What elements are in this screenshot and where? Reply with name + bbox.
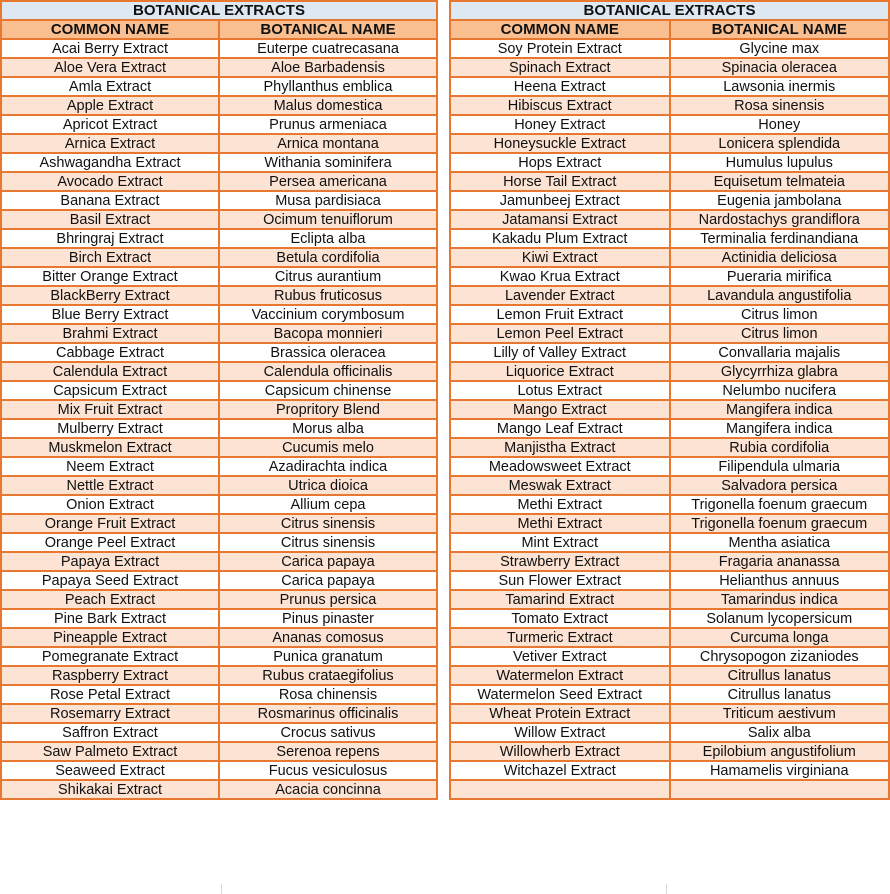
table-cell: Morus alba [219, 419, 437, 438]
table-row [450, 305, 889, 324]
table-cell: Witchazel Extract [450, 761, 670, 780]
table-cell: Pine Bark Extract [1, 609, 219, 628]
table-row [1, 343, 437, 362]
table-row [1, 552, 437, 571]
table-row [450, 685, 889, 704]
table-cell: Utrica dioica [219, 476, 437, 495]
table-row [1, 286, 437, 305]
table-cell: Kwao Krua Extract [450, 267, 670, 286]
table-cell: Calendula Extract [1, 362, 219, 381]
table-row [450, 571, 889, 590]
table-cell: Fucus vesiculosus [219, 761, 437, 780]
table-cell: Lawsonia inermis [670, 77, 890, 96]
table-row [450, 552, 889, 571]
table-row [450, 457, 889, 476]
table-cell: Papaya Extract [1, 552, 219, 571]
table-cell: Arnica montana [219, 134, 437, 153]
table-row [1, 438, 437, 457]
spreadsheet-gridline-stub [666, 884, 667, 894]
table-row [1, 761, 437, 780]
table-cell: Citrus sinensis [219, 533, 437, 552]
table-cell: Mint Extract [450, 533, 670, 552]
table-cell: Withania sominifera [219, 153, 437, 172]
table-cell: Eugenia jambolana [670, 191, 890, 210]
table-cell: Pueraria mirifica [670, 267, 890, 286]
table-row [1, 381, 437, 400]
table-row [450, 39, 889, 58]
table-row [1, 58, 437, 77]
table-row [1, 267, 437, 286]
table-row [1, 590, 437, 609]
table-cell: Meadowsweet Extract [450, 457, 670, 476]
table-cell: Heena Extract [450, 77, 670, 96]
table-cell: Bhringraj Extract [1, 229, 219, 248]
table-row [1, 476, 437, 495]
table-cell: Willow Extract [450, 723, 670, 742]
table-cell: Wheat Protein Extract [450, 704, 670, 723]
table-row [450, 267, 889, 286]
table-row [1, 362, 437, 381]
table-cell: Allium cepa [219, 495, 437, 514]
table-cell: Methi Extract [450, 495, 670, 514]
table-cell: Jatamansi Extract [450, 210, 670, 229]
table-cell: Pinus pinaster [219, 609, 437, 628]
table-cell: Serenoa repens [219, 742, 437, 761]
table-cell: Mulberry Extract [1, 419, 219, 438]
botanical-extracts-table-right [449, 0, 890, 800]
table-cell: Brassica oleracea [219, 343, 437, 362]
table-cell: Kakadu Plum Extract [450, 229, 670, 248]
table-cell: Convallaria majalis [670, 343, 890, 362]
table-cell: Tamarind Extract [450, 590, 670, 609]
table-cell: Shikakai Extract [1, 780, 219, 799]
table-cell: Bacopa monnieri [219, 324, 437, 343]
table-cell: Seaweed Extract [1, 761, 219, 780]
table-row [450, 324, 889, 343]
table-cell: Propritory Blend [219, 400, 437, 419]
table-cell: Triticum aestivum [670, 704, 890, 723]
table-row [1, 134, 437, 153]
table-row [450, 647, 889, 666]
table-row [450, 761, 889, 780]
table-row [450, 343, 889, 362]
table-cell: Meswak Extract [450, 476, 670, 495]
table-cell: Lavender Extract [450, 286, 670, 305]
table-cell: Aloe Barbadensis [219, 58, 437, 77]
table-cell: Soy Protein Extract [450, 39, 670, 58]
table-body [1, 39, 437, 799]
table-cell: Mangifera indica [670, 419, 890, 438]
table-cell: Strawberry Extract [450, 552, 670, 571]
table-cell: Spinacia oleracea [670, 58, 890, 77]
table-cell: Citrus sinensis [219, 514, 437, 533]
table-cell: Musa pardisiaca [219, 191, 437, 210]
table-row [450, 400, 889, 419]
table-cell: Muskmelon Extract [1, 438, 219, 457]
table-cell: Orange Peel Extract [1, 533, 219, 552]
table-cell: Lotus Extract [450, 381, 670, 400]
table-row [450, 96, 889, 115]
table-title-row [1, 1, 437, 20]
table-title: BOTANICAL EXTRACTS [1, 1, 437, 20]
table-row [450, 153, 889, 172]
table-row [1, 704, 437, 723]
table-cell: Methi Extract [450, 514, 670, 533]
table-cell: Prunus persica [219, 590, 437, 609]
table-cell: Eclipta alba [219, 229, 437, 248]
table-cell: Liquorice Extract [450, 362, 670, 381]
table-row [450, 780, 889, 799]
table-row [1, 324, 437, 343]
table-row [1, 115, 437, 134]
table-cell: Betula cordifolia [219, 248, 437, 267]
table-header-row [1, 20, 437, 39]
table-cell: Arnica Extract [1, 134, 219, 153]
table-cell: BlackBerry Extract [1, 286, 219, 305]
table-cell: Aloe Vera Extract [1, 58, 219, 77]
table-cell: Malus domestica [219, 96, 437, 115]
table-cell: Chrysopogon zizaniodes [670, 647, 890, 666]
table-row [1, 400, 437, 419]
table-cell: Salix alba [670, 723, 890, 742]
table-cell: Peach Extract [1, 590, 219, 609]
table-cell: Ashwagandha Extract [1, 153, 219, 172]
table-row [1, 495, 437, 514]
table-row [450, 115, 889, 134]
table-row [1, 248, 437, 267]
table-cell: Sun Flower Extract [450, 571, 670, 590]
table-row [450, 476, 889, 495]
table-row [450, 419, 889, 438]
table-cell: Papaya Seed Extract [1, 571, 219, 590]
table-cell: Horse Tail Extract [450, 172, 670, 191]
table-cell: Trigonella foenum graecum [670, 495, 890, 514]
table-cell: Citrus limon [670, 324, 890, 343]
table-cell: Epilobium angustifolium [670, 742, 890, 761]
table-cell: Rose Petal Extract [1, 685, 219, 704]
table-cell: Mango Extract [450, 400, 670, 419]
table-cell: Rubus crataegifolius [219, 666, 437, 685]
table-cell: Birch Extract [1, 248, 219, 267]
table-row [1, 305, 437, 324]
table-cell: Lavandula angustifolia [670, 286, 890, 305]
table-cell [450, 780, 670, 799]
table-cell: Mango Leaf Extract [450, 419, 670, 438]
table-cell: Carica papaya [219, 552, 437, 571]
table-cell: Nardostachys grandiflora [670, 210, 890, 229]
table-row [450, 58, 889, 77]
table-cell: Hops Extract [450, 153, 670, 172]
table-cell: Apple Extract [1, 96, 219, 115]
table-row [450, 210, 889, 229]
table-cell: Equisetum telmateia [670, 172, 890, 191]
table-cell: Rubus fruticosus [219, 286, 437, 305]
table-row [1, 172, 437, 191]
table-row [450, 77, 889, 96]
table-cell: Bitter Orange Extract [1, 267, 219, 286]
table-cell: Turmeric Extract [450, 628, 670, 647]
table-cell: Basil Extract [1, 210, 219, 229]
table-cell: Capsicum Extract [1, 381, 219, 400]
table-cell: Pomegranate Extract [1, 647, 219, 666]
table-cell: Crocus sativus [219, 723, 437, 742]
table-cell: Prunus armeniaca [219, 115, 437, 134]
table-cell: Nettle Extract [1, 476, 219, 495]
table-cell: Mentha asiatica [670, 533, 890, 552]
table-row [450, 134, 889, 153]
table-cell: Capsicum chinense [219, 381, 437, 400]
table-cell: Persea americana [219, 172, 437, 191]
table-cell: Actinidia deliciosa [670, 248, 890, 267]
table-cell: Watermelon Extract [450, 666, 670, 685]
table-title-row [450, 1, 889, 20]
table-row [1, 666, 437, 685]
table-cell [670, 780, 890, 799]
table-cell: Neem Extract [1, 457, 219, 476]
table-row [1, 571, 437, 590]
table-cell: Rosa sinensis [670, 96, 890, 115]
table-cell: Saw Palmeto Extract [1, 742, 219, 761]
table-row [1, 457, 437, 476]
table-cell: Raspberry Extract [1, 666, 219, 685]
table-cell: Apricot Extract [1, 115, 219, 134]
table-cell: Blue Berry Extract [1, 305, 219, 324]
table-cell: Citrullus lanatus [670, 666, 890, 685]
table-row [450, 362, 889, 381]
table-cell: Lonicera splendida [670, 134, 890, 153]
table-cell: Avocado Extract [1, 172, 219, 191]
table-body [450, 39, 889, 799]
table-cell: Carica papaya [219, 571, 437, 590]
table-row [1, 609, 437, 628]
table-row [450, 381, 889, 400]
table-row [450, 533, 889, 552]
table-cell: Nelumbo nucifera [670, 381, 890, 400]
table-cell: Solanum lycopersicum [670, 609, 890, 628]
table-cell: Cucumis melo [219, 438, 437, 457]
botanical-extracts-table-left [0, 0, 438, 800]
table-row [1, 210, 437, 229]
table-cell: Vaccinium corymbosum [219, 305, 437, 324]
table-row [450, 723, 889, 742]
table-row [450, 191, 889, 210]
table-cell: Honey [670, 115, 890, 134]
table-cell: Citrus limon [670, 305, 890, 324]
table-cell: Curcuma longa [670, 628, 890, 647]
table-cell: Glycyrrhiza glabra [670, 362, 890, 381]
table-cell: Willowherb Extract [450, 742, 670, 761]
table-row [450, 514, 889, 533]
table-cell: Pineapple Extract [1, 628, 219, 647]
table-cell: Acacia concinna [219, 780, 437, 799]
table-row [450, 590, 889, 609]
table-cell: Manjistha Extract [450, 438, 670, 457]
table-row [1, 77, 437, 96]
table-cell: Lemon Fruit Extract [450, 305, 670, 324]
table-cell: Mangifera indica [670, 400, 890, 419]
table-cell: Vetiver Extract [450, 647, 670, 666]
table-cell: Phyllanthus emblica [219, 77, 437, 96]
table-cell: Mix Fruit Extract [1, 400, 219, 419]
table-cell: Saffron Extract [1, 723, 219, 742]
column-header-common-name: COMMON NAME [450, 20, 670, 39]
table-cell: Ananas comosus [219, 628, 437, 647]
table-cell: Hamamelis virginiana [670, 761, 890, 780]
table-row [1, 514, 437, 533]
table-row [450, 172, 889, 191]
table-row [1, 153, 437, 172]
table-row [1, 647, 437, 666]
table-row [450, 229, 889, 248]
table-row [450, 248, 889, 267]
table-cell: Rubia cordifolia [670, 438, 890, 457]
table-cell: Euterpe cuatrecasana [219, 39, 437, 58]
table-cell: Honey Extract [450, 115, 670, 134]
column-header-botanical-name: BOTANICAL NAME [670, 20, 890, 39]
table-cell: Spinach Extract [450, 58, 670, 77]
table-cell: Amla Extract [1, 77, 219, 96]
table-cell: Trigonella foenum graecum [670, 514, 890, 533]
table-cell: Banana Extract [1, 191, 219, 210]
table-row [1, 780, 437, 799]
table-row [1, 96, 437, 115]
table-cell: Filipendula ulmaria [670, 457, 890, 476]
table-cell: Salvadora persica [670, 476, 890, 495]
table-row [450, 495, 889, 514]
table-cell: Honeysuckle Extract [450, 134, 670, 153]
column-header-common-name: COMMON NAME [1, 20, 219, 39]
table-cell: Azadirachta indica [219, 457, 437, 476]
table-row [1, 191, 437, 210]
table-cell: Helianthus annuus [670, 571, 890, 590]
table-cell: Lilly of Valley Extract [450, 343, 670, 362]
table-row [1, 628, 437, 647]
table-row [450, 742, 889, 761]
table-cell: Rosa chinensis [219, 685, 437, 704]
table-row [1, 229, 437, 248]
table-row [1, 742, 437, 761]
table-row [450, 438, 889, 457]
table-cell: Ocimum tenuiflorum [219, 210, 437, 229]
table-cell: Orange Fruit Extract [1, 514, 219, 533]
spreadsheet-gridline-stub [221, 884, 222, 894]
table-cell: Hibiscus Extract [450, 96, 670, 115]
table-cell: Glycine max [670, 39, 890, 58]
table-header-row [450, 20, 889, 39]
table-row [1, 533, 437, 552]
table-title: BOTANICAL EXTRACTS [450, 1, 889, 20]
table-cell: Brahmi Extract [1, 324, 219, 343]
table-cell: Citrus aurantium [219, 267, 437, 286]
table-cell: Kiwi Extract [450, 248, 670, 267]
table-cell: Humulus lupulus [670, 153, 890, 172]
table-cell: Jamunbeej Extract [450, 191, 670, 210]
table-row [450, 609, 889, 628]
table-row [1, 685, 437, 704]
table-row [1, 39, 437, 58]
table-cell: Tamarindus indica [670, 590, 890, 609]
table-cell: Punica granatum [219, 647, 437, 666]
table-cell: Watermelon Seed Extract [450, 685, 670, 704]
table-cell: Fragaria ananassa [670, 552, 890, 571]
table-row [450, 704, 889, 723]
table-row [450, 286, 889, 305]
table-cell: Rosmarinus officinalis [219, 704, 437, 723]
table-cell: Terminalia ferdinandiana [670, 229, 890, 248]
table-cell: Tomato Extract [450, 609, 670, 628]
table-row [450, 666, 889, 685]
table-row [450, 628, 889, 647]
table-cell: Acai Berry Extract [1, 39, 219, 58]
table-cell: Lemon Peel Extract [450, 324, 670, 343]
table-row [1, 419, 437, 438]
table-cell: Rosemarry Extract [1, 704, 219, 723]
table-cell: Citrullus lanatus [670, 685, 890, 704]
table-cell: Onion Extract [1, 495, 219, 514]
table-cell: Cabbage Extract [1, 343, 219, 362]
table-row [1, 723, 437, 742]
table-cell: Calendula officinalis [219, 362, 437, 381]
column-header-botanical-name: BOTANICAL NAME [219, 20, 437, 39]
